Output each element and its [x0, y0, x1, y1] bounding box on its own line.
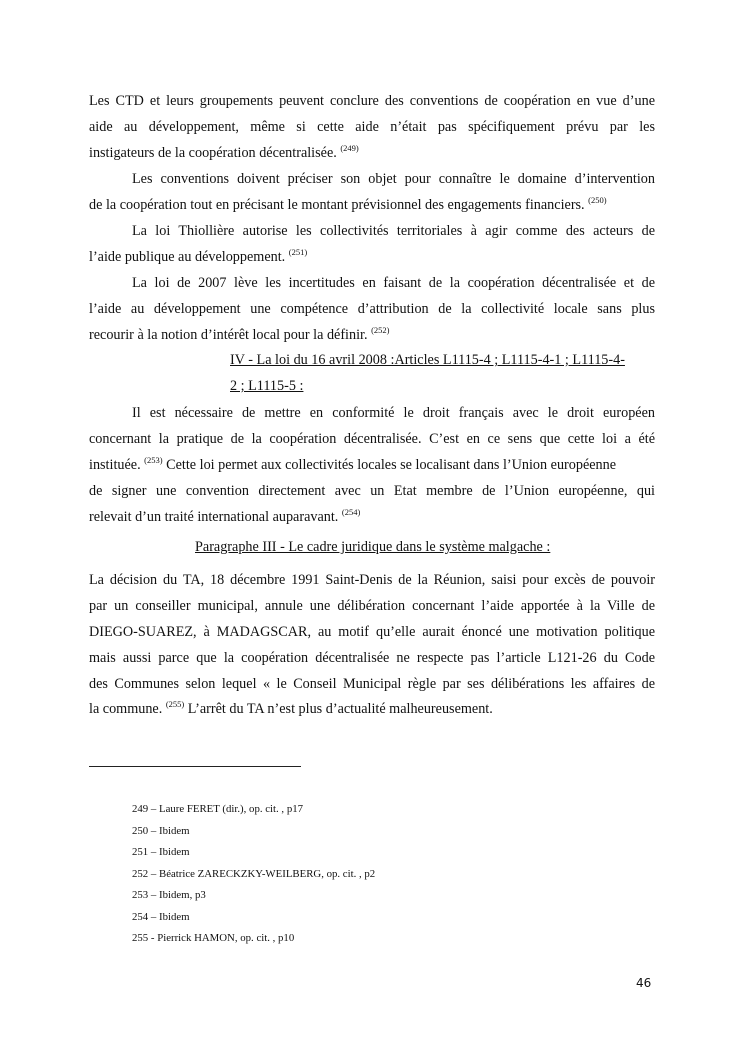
paragraph-4-line-3	[89, 326, 655, 344]
paragraph-5-line-4: de signer une convention directement avec un Etat membre de l’Union européenne, qui	[89, 483, 655, 499]
page-number: 46	[636, 976, 652, 990]
footnote-249: 249 – Laure FERET (dir.), op. cit. , p17	[132, 803, 304, 815]
paragraph-6-line-4: mais aussi parce que la coopération décentralisée ne respecte pas l’article L121-26 du Code	[89, 650, 655, 666]
paragraph-4-line-1: La loi de 2007 lève les incertitudes en faisant de la coopération décentralisée et de	[132, 275, 655, 291]
paragraph-6-line-6	[89, 700, 655, 718]
footnote-252: 252 – Béatrice ZARECKZKY-WEILBERG, op. cit. , p2	[132, 868, 376, 880]
footnote-251: 251 – Ibidem	[132, 846, 190, 858]
footnote-ref-249: (249)	[340, 143, 359, 153]
paragraph-3-text: l’aide publique au développement.	[89, 249, 286, 265]
footnote-ref-252: (252)	[371, 325, 390, 335]
footnote-separator	[89, 766, 301, 767]
section-heading-paragraphe-iii: Paragraphe III - Le cadre juridique dans le système malgache :	[195, 539, 551, 555]
paragraph-5-text-b: Cette loi permet aux collectivités locales se localisant dans l’Union européenne	[162, 457, 617, 473]
paragraph-5-line-1: Il est nécessaire de mettre en conformité le droit français avec le droit européen	[132, 405, 655, 421]
paragraph-2-text: de la coopération tout en précisant le montant prévisionnel des engagements financiers.	[89, 197, 585, 213]
footnote-255: 255 - Pierrick HAMON, op. cit. , p10	[132, 932, 295, 944]
footnote-250: 250 – Ibidem	[132, 825, 190, 837]
paragraph-3-line-2	[89, 248, 655, 266]
paragraph-5-text-a: instituée.	[89, 457, 141, 473]
paragraph-1-line-1: Les CTD et leurs groupements peuvent conclure des conventions de coopération en vue d’une	[89, 93, 655, 109]
footnote-ref-251: (251)	[288, 247, 308, 257]
paragraph-6-text-b: L’arrêt du TA n’est plus d’actualité malheureusement.	[184, 701, 493, 717]
paragraph-6-line-1: La décision du TA, 18 décembre 1991 Saint-Denis de la Réunion, saisi pour excès de pouvoir	[89, 572, 655, 588]
footnote-254: 254 – Ibidem	[132, 911, 190, 923]
paragraph-5-line-5	[89, 508, 655, 526]
paragraph-4-text: recourir à la notion d’intérêt local pour la définir.	[89, 327, 368, 343]
paragraph-5-text-c: relevait d’un traité international auparavant.	[89, 509, 339, 525]
section-heading-iv-line-2: 2 ; L1115-5 :	[230, 378, 304, 394]
section-heading-iv-line-1: IV - La loi du 16 avril 2008 :Articles L1115-4 ; L1115-4-1 ; L1115-4-	[230, 352, 625, 368]
paragraph-6-line-3: DIEGO-SUAREZ, à MADAGSCAR, au motif qu’elle aurait énoncé une motivation politique	[89, 624, 655, 640]
footnote-ref-253: (253)	[144, 455, 163, 465]
paragraph-6-line-2: par un conseiller municipal, annule une délibération concernant l’aide apportée à la Ville de	[89, 598, 655, 614]
paragraph-5-line-2: concernant la pratique de la coopération décentralisée. C’est en ce sens que cette loi a été	[89, 431, 655, 447]
paragraph-2-line-2	[89, 196, 655, 214]
paragraph-1-text: instigateurs de la coopération décentralisée.	[89, 145, 337, 161]
paragraph-2-line-1: Les conventions doivent préciser son objet pour connaître le domaine d’intervention	[132, 171, 655, 187]
paragraph-1-line-3	[89, 144, 655, 162]
footnote-ref-255: (255)	[165, 699, 185, 709]
paragraph-3-line-1: La loi Thiollière autorise les collectivités territoriales à agir comme des acteurs de	[132, 223, 655, 239]
paragraph-5-line-3	[89, 456, 655, 474]
paragraph-1-line-2: aide au développement, même si cette aide n’était pas spécifiquement prévu par les	[89, 119, 655, 135]
paragraph-6-text-a: la commune.	[89, 701, 163, 717]
footnote-ref-250: (250)	[588, 195, 607, 205]
footnote-253: 253 – Ibidem, p3	[132, 889, 206, 901]
footnote-ref-254: (254)	[341, 507, 361, 517]
paragraph-6-line-5: des Communes selon lequel « le Conseil Municipal règle par ses délibérations les affaires de	[89, 676, 655, 692]
paragraph-4-line-2: l’aide au développement une compétence d’attribution de la collectivité locale sans plus	[89, 301, 655, 317]
